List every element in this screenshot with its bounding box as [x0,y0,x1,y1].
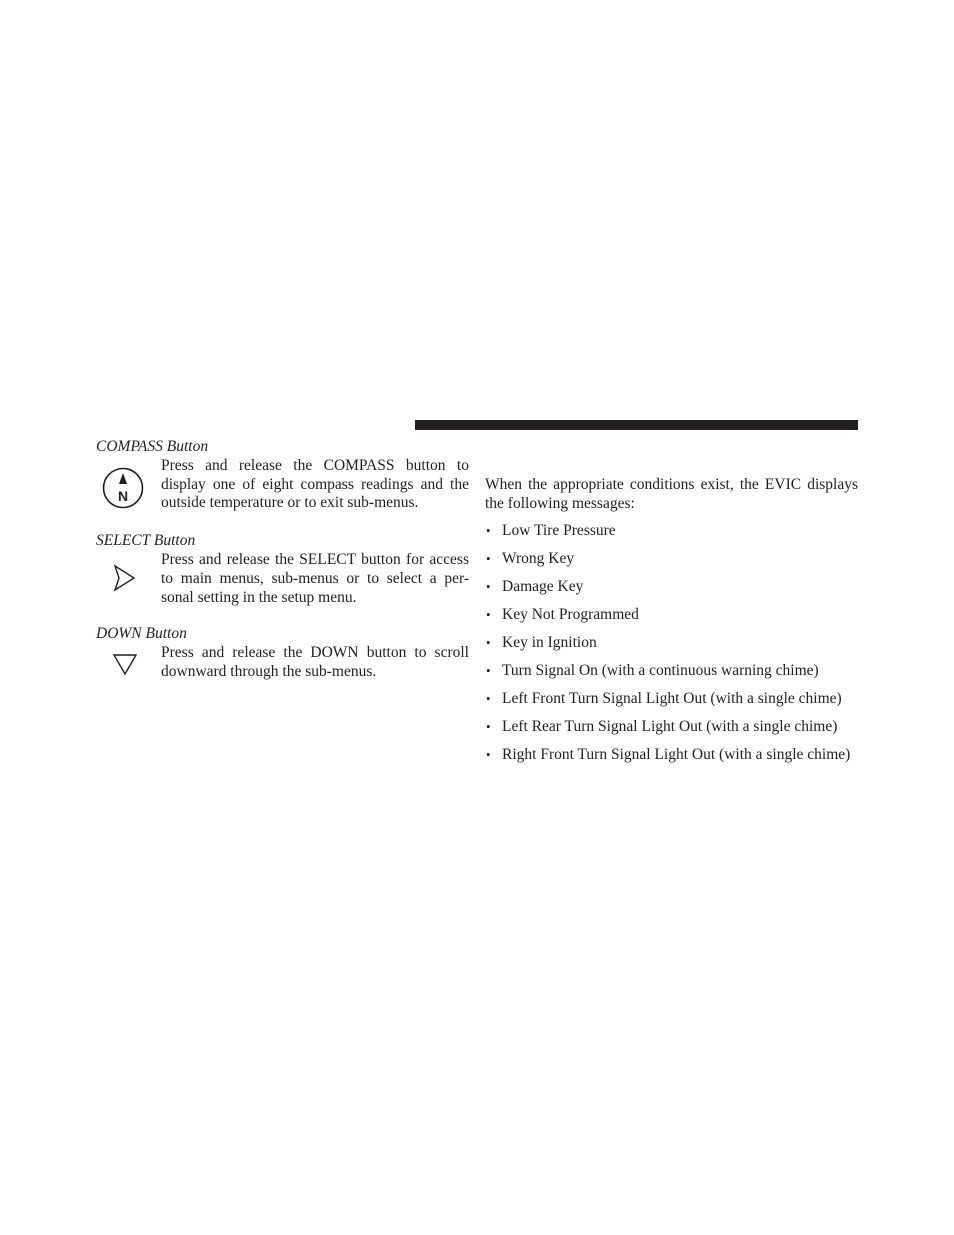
list-item [485,522,858,541]
message-text: Low Tire Pressure [502,522,616,540]
list-item [485,690,858,709]
message-text: Right Front Turn Signal Light Out (with a single chime) [502,746,851,764]
bullet-icon: • [486,635,491,651]
list-item [485,662,858,681]
select-button-title: SELECT Button [96,532,196,550]
triangle-down-icon [110,650,140,680]
bullet-icon: • [486,607,491,623]
compass-icon-letter: N [117,488,129,504]
compass-button-title: COMPASS Button [96,438,209,455]
list-item [485,550,858,569]
bullet-icon: • [486,523,491,539]
list-item [485,718,858,737]
list-item [485,606,858,625]
button-descriptions [96,437,469,682]
bullet-icon: • [486,663,491,679]
message-text: Left Front Turn Signal Light Out (with a single chime) [502,690,842,708]
compass-north-icon [102,467,144,509]
select-button-section [96,531,469,607]
section-header-bar [415,420,858,430]
bullet-icon: • [486,747,491,763]
message-text: Key in Ignition [502,634,597,652]
bullet-icon: • [486,579,491,595]
message-text: Left Rear Turn Signal Light Out (with a single chime) [502,718,838,736]
messages-list [485,522,858,765]
compass-button-description: Press and release the COMPASS button to display one of eight compass readings and the outside temperature or to exit sub-menus. [161,457,469,512]
select-button-description: Press and release the SELECT button for access to main menus, sub-menus or to select a per-sonal setting in the setup menu. [161,551,469,606]
messages-intro: When the appropriate conditions exist, the EVIC displays the following messages: [485,476,858,512]
list-item [485,578,858,597]
down-button-section [96,624,469,681]
message-text: Turn Signal On (with a continuous warning chime) [502,662,819,680]
message-text: Wrong Key [502,550,575,568]
bullet-icon: • [486,691,491,707]
list-item [485,634,858,653]
bullet-icon: • [486,719,491,735]
down-button-description: Press and release the DOWN button to scroll downward through the sub-menus. [161,644,469,680]
compass-button-section [96,437,469,513]
evic-messages [485,476,858,774]
triangle-right-icon [108,563,138,593]
list-item [485,746,858,765]
message-text: Key Not Programmed [502,606,639,624]
bullet-icon: • [486,551,491,567]
down-button-title: DOWN Button [96,625,187,643]
message-text: Damage Key [502,578,584,596]
